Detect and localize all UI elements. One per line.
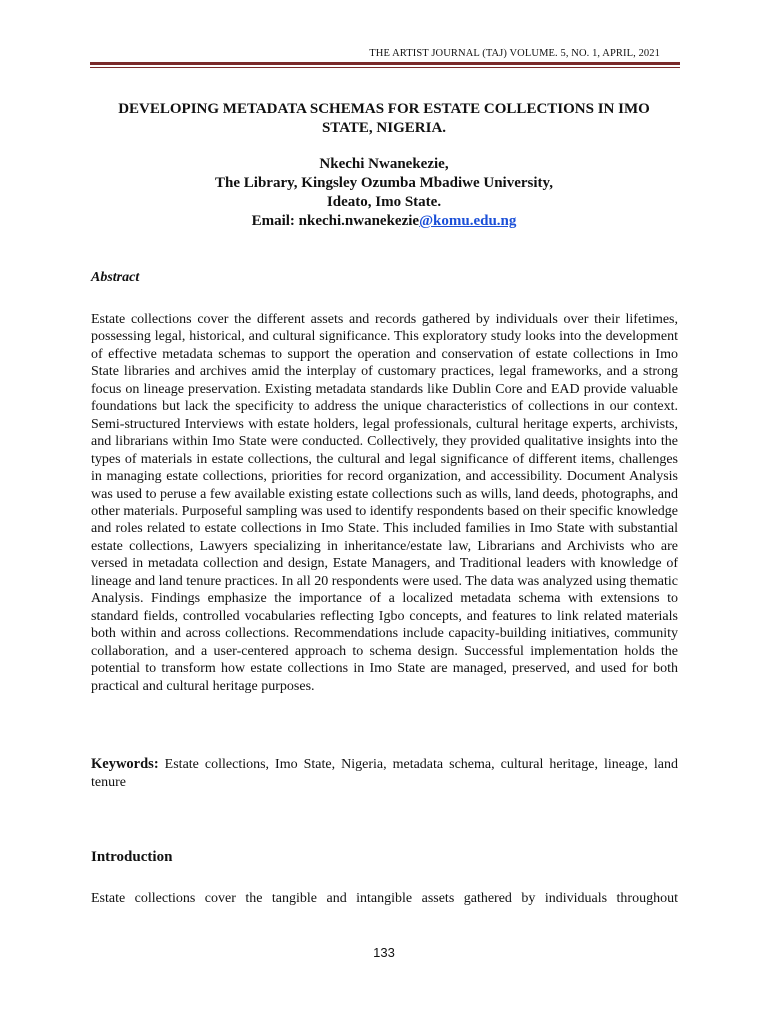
- running-head: THE ARTIST JOURNAL (TAJ) VOLUME. 5, NO. 1, APRIL, 2021: [369, 48, 660, 59]
- introduction-heading: Introduction: [91, 849, 173, 865]
- keywords-label: Keywords:: [91, 756, 159, 772]
- email-line: [100, 212, 668, 231]
- author-block: [100, 155, 668, 231]
- article-title: DEVELOPING METADATA SCHEMAS FOR ESTATE COLLECTIONS IN IMO STATE, NIGERIA.: [118, 101, 650, 136]
- introduction-body: Estate collections cover the tangible and intangible assets gathered by individuals throughout: [91, 891, 678, 906]
- keywords-paragraph: [91, 756, 678, 791]
- keywords-text: Estate collections, Imo State, Nigeria, metadata schema, cultural heritage, lineage, land tenure: [91, 757, 678, 790]
- affiliation-line-1: The Library, Kingsley Ozumba Mbadiwe University,: [215, 175, 553, 191]
- header-rule-thin: [90, 67, 680, 68]
- author-name: Nkechi Nwanekezie,: [319, 156, 449, 172]
- affiliation-line-2: Ideato, Imo State.: [326, 194, 442, 210]
- email-link[interactable]: @komu.edu.ng: [419, 213, 517, 229]
- abstract-body: Estate collections cover the different assets and records gathered by individuals over their lifetimes, possessing legal, historical, and cultural significance. This exploratory study looks into the development of effective metadata schemas to support the operation and conservation of estate collections in Imo State libraries and archives amid the interplay of customary practices, legal frameworks, and a strong focus on lineage preservation. Existing metadata standards like Dublin Core and EAD provide valuable foundations but lack the specificity to address the unique characteristics of collections in our context. Semi-structured Interviews with estate holders, legal professionals, cultural heritage experts, archivists, and librarians within Imo State were conducted. Collectively, they provided qualitative insights into the types of materials in estate collections, the cultural and legal significance of different items, challenges in managing estate collections, priorities for record organization, and accessibility. Document Analysis was used to peruse a few available existing estate collections such as wills, land deeds, photographs, and other materials. Purposeful sampling was used to identify respondents based on their specific knowledge and roles related to estate collections in Imo State. This included families in Imo State with substantial estate collections, Lawyers specializing in inheritance/estate law, Librarians and Archivists who are versed in metadata collection and design, Estate Managers, and Traditional leaders with knowledge of lineage and land tenure practices. In all 20 respondents were used. The data was analyzed using thematic Analysis. Findings emphasize the importance of a localized metadata schema with extensions to standard fields, controlled vocabularies reflecting Igbo concepts, and features to link related materials both within and across collections. Recommendations include capacity-building initiatives, community collaboration, and a user-centered approach to schema design. Successful implementation holds the potential to transform how estate collections in Imo State are managed, preserved, and used for both practical and cultural heritage purposes.: [91, 312, 678, 694]
- abstract-heading: Abstract: [91, 270, 140, 285]
- header-rule-thick: [90, 62, 680, 65]
- page-number: 133: [373, 945, 395, 960]
- email-label: Email: nkechi.nwanekezie: [251, 213, 420, 229]
